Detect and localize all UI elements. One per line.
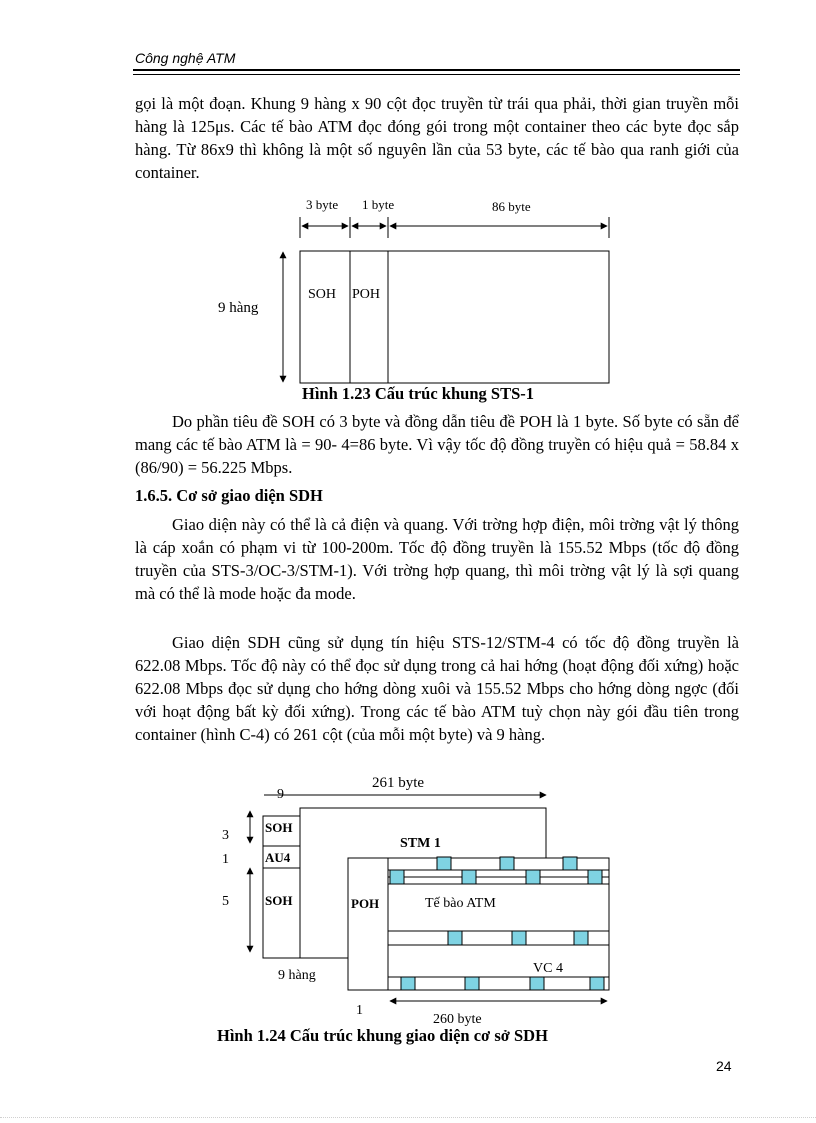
atm-cell [448,931,462,945]
atm-cell [462,870,476,884]
atm-cell [437,857,451,870]
five-label: 5 [222,894,229,909]
atm-cell [512,931,526,945]
paragraph-1: gọi là một đoạn. Khung 9 hàng x 90 cột đọc truyền từ trái qua phải, thời gian truyền mỗi hàng là 125μs. Các tế bào ATM đọc đóng gói trong một container theo các byte đọc sắp hàng. Từ 86x9 thì không là một số nguyên lần của 53 byte, các tế bào qua ranh giới của container. [135,94,739,182]
three-label: 3 [222,828,229,843]
atm-cell [590,977,604,990]
one-label-b: 1 [356,1003,363,1018]
rows-label: 9 hàng [218,300,259,316]
figure-2-caption: Hình 1.24 Cấu trúc khung giao diện cơ sở SDH [217,1026,548,1045]
payload-bytes-label: 86 byte [492,199,531,214]
stm1-label: STM 1 [400,836,441,851]
total-bytes-label: 261 byte [372,775,425,791]
paragraph-3: Giao diện này có thể là cả điện và quang. Với trờng hợp điện, môi trờng vật lý thông là cáp xoắn có phạm vi từ 100-200m. Tốc độ đồng truyền là 155.52 Mbps (tốc độ đồng truyền của STS-3/OC-3/STM-1). Với trờng hợp quang, thì môi trờng vật lý là sợi quang mà có thể là mode hoặc đa mode. [135,515,739,603]
figure-1-caption: Hình 1.23 Cấu trúc khung STS-1 [302,384,534,403]
running-header: Công nghệ ATM [135,50,236,66]
poh-label: POH [352,287,381,302]
rows-label: 9 hàng [278,968,316,983]
page-bottom-border [0,1117,816,1118]
atm-cell [530,977,544,990]
overhead-column [263,816,300,958]
section-heading: 1.6.5. Cơ sở giao diện SDH [135,486,323,505]
poh-bytes-label: 1 byte [362,197,395,212]
atm-cell [526,870,540,884]
soh-top-label: SOH [265,820,293,835]
atm-cell [500,857,514,870]
atm-cell [588,870,602,884]
page-number: 24 [716,1058,732,1074]
cell-row-3 [388,977,609,990]
paragraph-2: Do phần tiêu đề SOH có 3 byte và đồng dẫn tiêu đề POH là 1 byte. Số byte có sẵn để mang các tế bào ATM là = 90- 4=86 byte. Vì vậy tốc độ đồng truyền có hiệu quả = 58.84 x (86/90) = 56.225 Mbps. [135,412,739,477]
atm-cell [563,857,577,870]
poh-label: POH [351,896,380,911]
au4-label: AU4 [265,850,291,865]
one-label: 1 [222,852,229,867]
nine-label: 9 [277,787,284,802]
soh-bottom-label: SOH [265,893,293,908]
atm-cell [401,977,415,990]
atm-cell-label: Tế bào ATM [425,896,496,911]
soh-bytes-label: 3 byte [306,197,339,212]
atm-cell [390,870,404,884]
atm-cell [574,931,588,945]
atm-cell [465,977,479,990]
sts1-frame [300,251,609,383]
vc-bytes-label: 260 byte [433,1012,482,1027]
soh-label: SOH [308,287,337,302]
paragraph-4: Giao diện SDH cũng sử dụng tín hiệu STS-12/STM-4 có tốc độ đồng truyền là 622.08 Mbps. Tốc độ này có thể đọc sử dụng trong cả hai hớng (hoạt động đối xứng) hoặc 622.08 Mbps đọc sử dụng cho hớng dòng xuôi và 155.52 Mbps cho hớng dòng ngợc (đối với hoạt động bất kỳ đối xứng). Trong các tế bào ATM tuỳ chọn này gói đầu tiên trong container (hình C-4) có 261 cột (của mỗi một byte) và 9 hàng. [135,633,739,744]
vc4-label: VC 4 [533,961,563,976]
